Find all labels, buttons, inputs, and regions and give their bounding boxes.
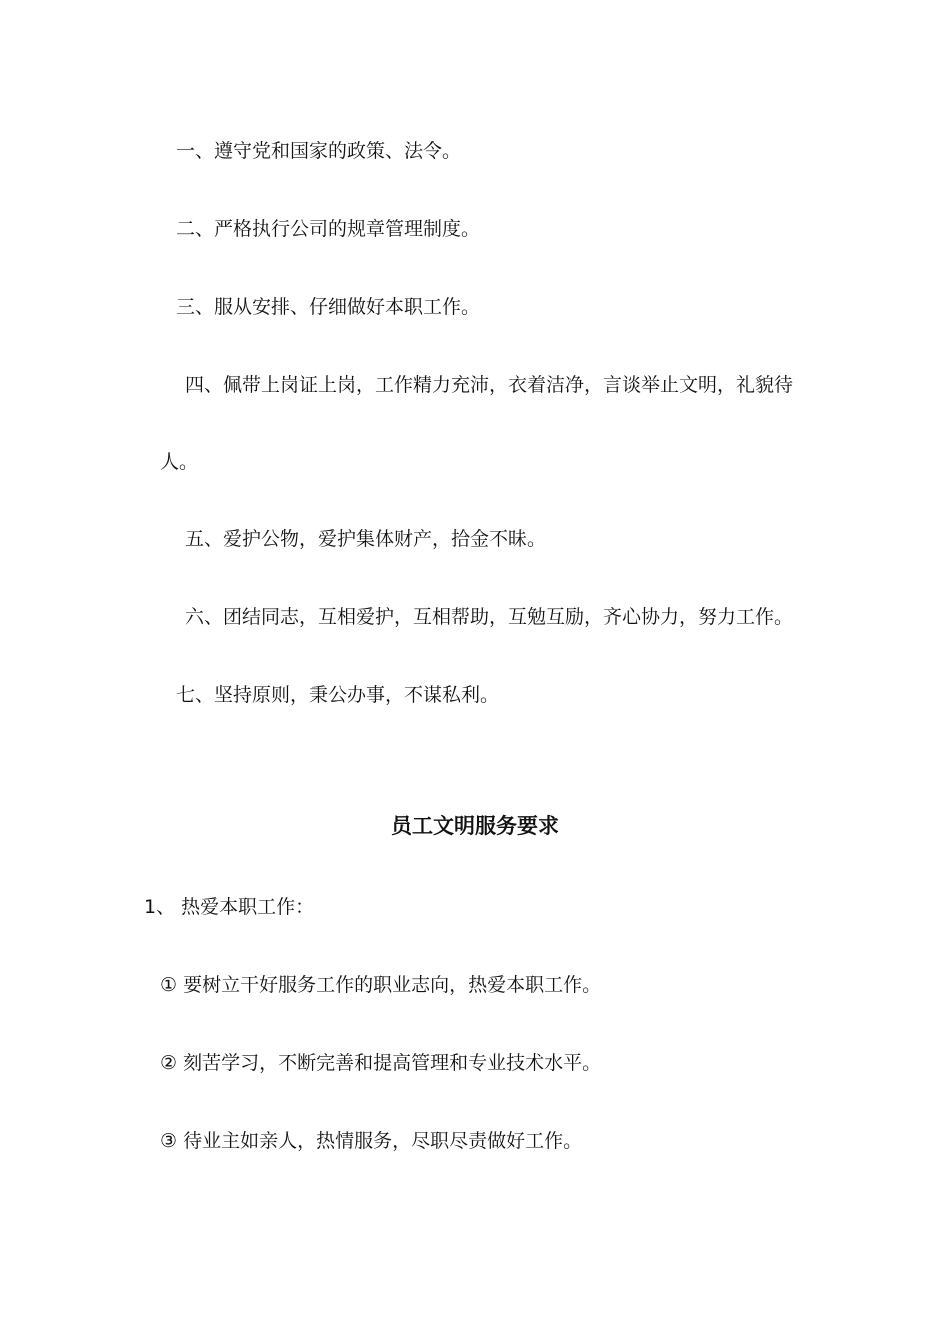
requirement-item-3: ③ 待业主如亲人，热情服务，尽职尽责做好工作。 [160,1130,583,1152]
rule-2: 二、严格执行公司的规章管理制度。 [176,218,481,240]
requirement-item-2: ② 刻苦学习，不断完善和提高管理和专业技术水平。 [160,1052,602,1074]
rule-4: 四、佩带上岗证上岗，工作精力充沛，衣着洁净，言谈举止文明，礼貌待 [185,374,794,396]
rule-6: 六、团结同志，互相爱护，互相帮助，互勉互励，齐心协力，努力工作。 [185,606,794,628]
rule-5: 五、爱护公物，爱护集体财产，拾金不昧。 [185,528,547,550]
requirement-item-1: ① 要树立干好服务工作的职业志向，热爱本职工作。 [160,974,602,996]
section-heading: 1、 热爱本职工作： [144,896,315,918]
section-title: 员工文明服务要求 [391,814,559,838]
rule-4-continued: 人。 [160,451,199,473]
rule-7: 七、坚持原则，秉公办事，不谋私利。 [176,684,500,706]
rule-3: 三、服从安排、仔细做好本职工作。 [176,296,481,318]
rule-1: 一、遵守党和国家的政策、法令。 [176,140,462,162]
